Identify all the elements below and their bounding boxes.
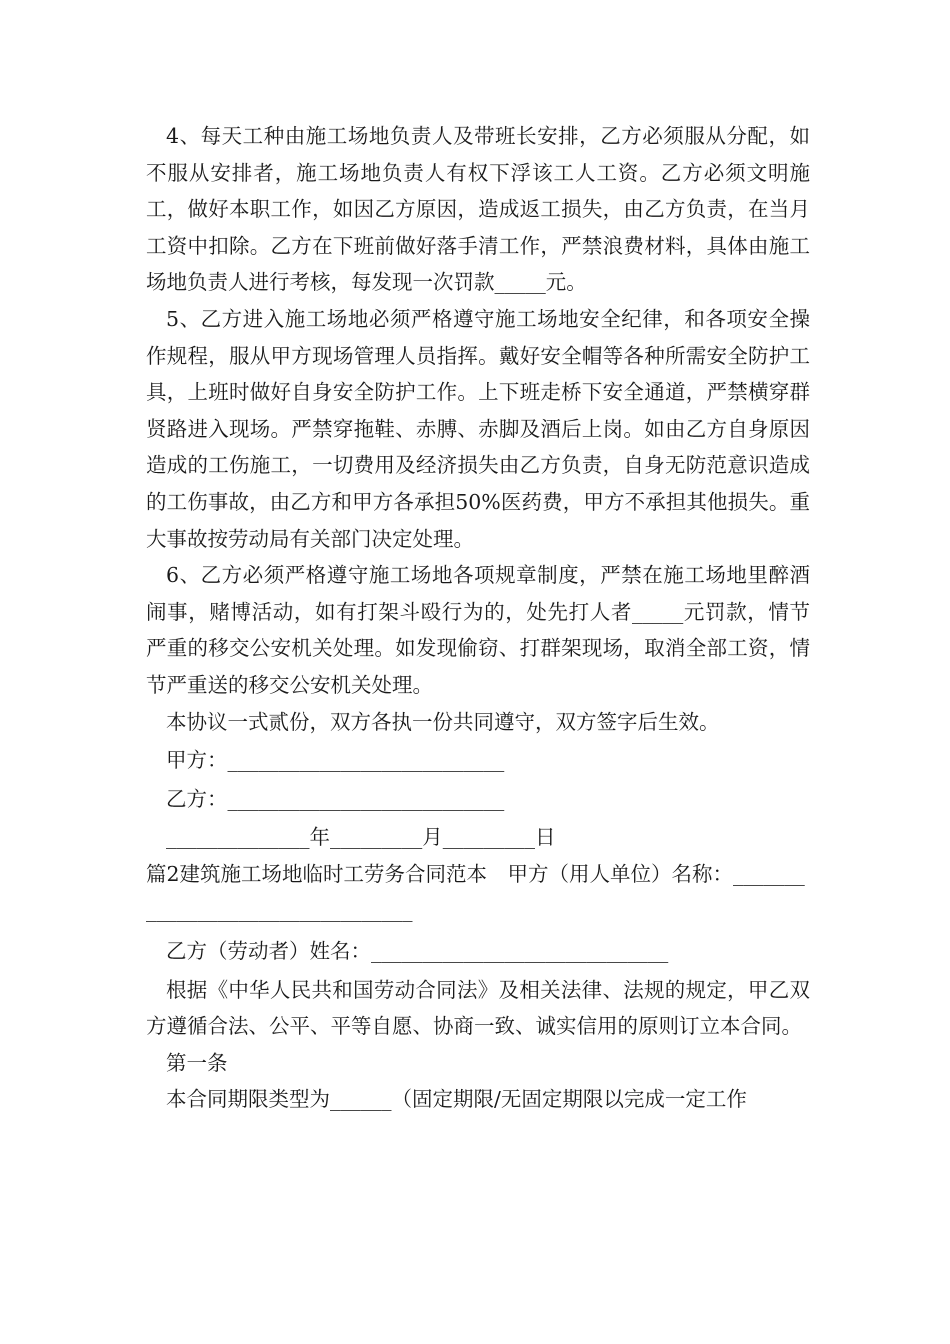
article-1-text: 本合同期限类型为______（固定期限/无固定期限以完成一定工作 xyxy=(166,1087,747,1112)
clause-6-paragraph: 6、乙方必须严格遵守施工场地各项规章制度，严禁在施工场地里醉酒闹事，赌博活动，如有打架斗殴行为的，处先打人者_____元罚款，情节严重的移交公安机关处理。如发现偷窃、打群架现场，取消全部工资，情节严重送的移交公安机关处理。 xyxy=(146,563,810,697)
document-body xyxy=(146,118,810,1118)
article-1-heading: 第一条 xyxy=(166,1050,228,1075)
agreement-statement: 本协议一式贰份，双方各执一份共同遵守，双方签字后生效。 xyxy=(166,709,720,734)
party-a-signature-line: 甲方：___________________________ xyxy=(166,748,505,773)
section-2-title: 篇2建筑施工场地临时工劳务合同范本 甲方（用人单位）名称：_________________________________ xyxy=(146,861,805,923)
clause-4-paragraph: 4、每天工种由施工场地负责人及带班长安排，乙方必须服从分配，如不服从安排者，施工场地负责人有权下浮该工人工资。乙方必须文明施工，做好本职工作，如因乙方原因，造成返工损失，由乙方负责，在当月工资中扣除。乙方在下班前做好落手清工作，严禁浪费材料，具体由施工场地负责人进行考核，每发现一次罚款_____元。 xyxy=(146,124,810,295)
section-2-intro-paragraph: 根据《中华人民共和国劳动合同法》及相关法律、法规的规定，甲乙双方遵循合法、公平、平等自愿、协商一致、诚实信用的原则订立本合同。 xyxy=(146,977,810,1039)
clause-5-paragraph: 5、乙方进入施工场地必须严格遵守施工场地安全纪律，和各项安全操作规程，服从甲方现场管理人员指挥。戴好安全帽等各种所需安全防护工具，上班时做好自身安全防护工作。上下班走桥下安全通道，严禁横穿群贤路进入现场。严禁穿拖鞋、赤膊、赤脚及酒后上岗。如由乙方自身原因造成的工伤施工，一切费用及经济损失由乙方负责，自身无防范意识造成的工伤事故，由乙方和甲方各承担50%医药费，甲方不承担其他损失。重大事故按劳动局有关部门决定处理。 xyxy=(146,306,810,551)
date-line: ______________年_________月_________日 xyxy=(166,825,556,850)
section-2-party-b-line: 乙方（劳动者）姓名：_____________________________ xyxy=(166,939,669,964)
party-b-signature-line: 乙方：___________________________ xyxy=(166,786,505,811)
